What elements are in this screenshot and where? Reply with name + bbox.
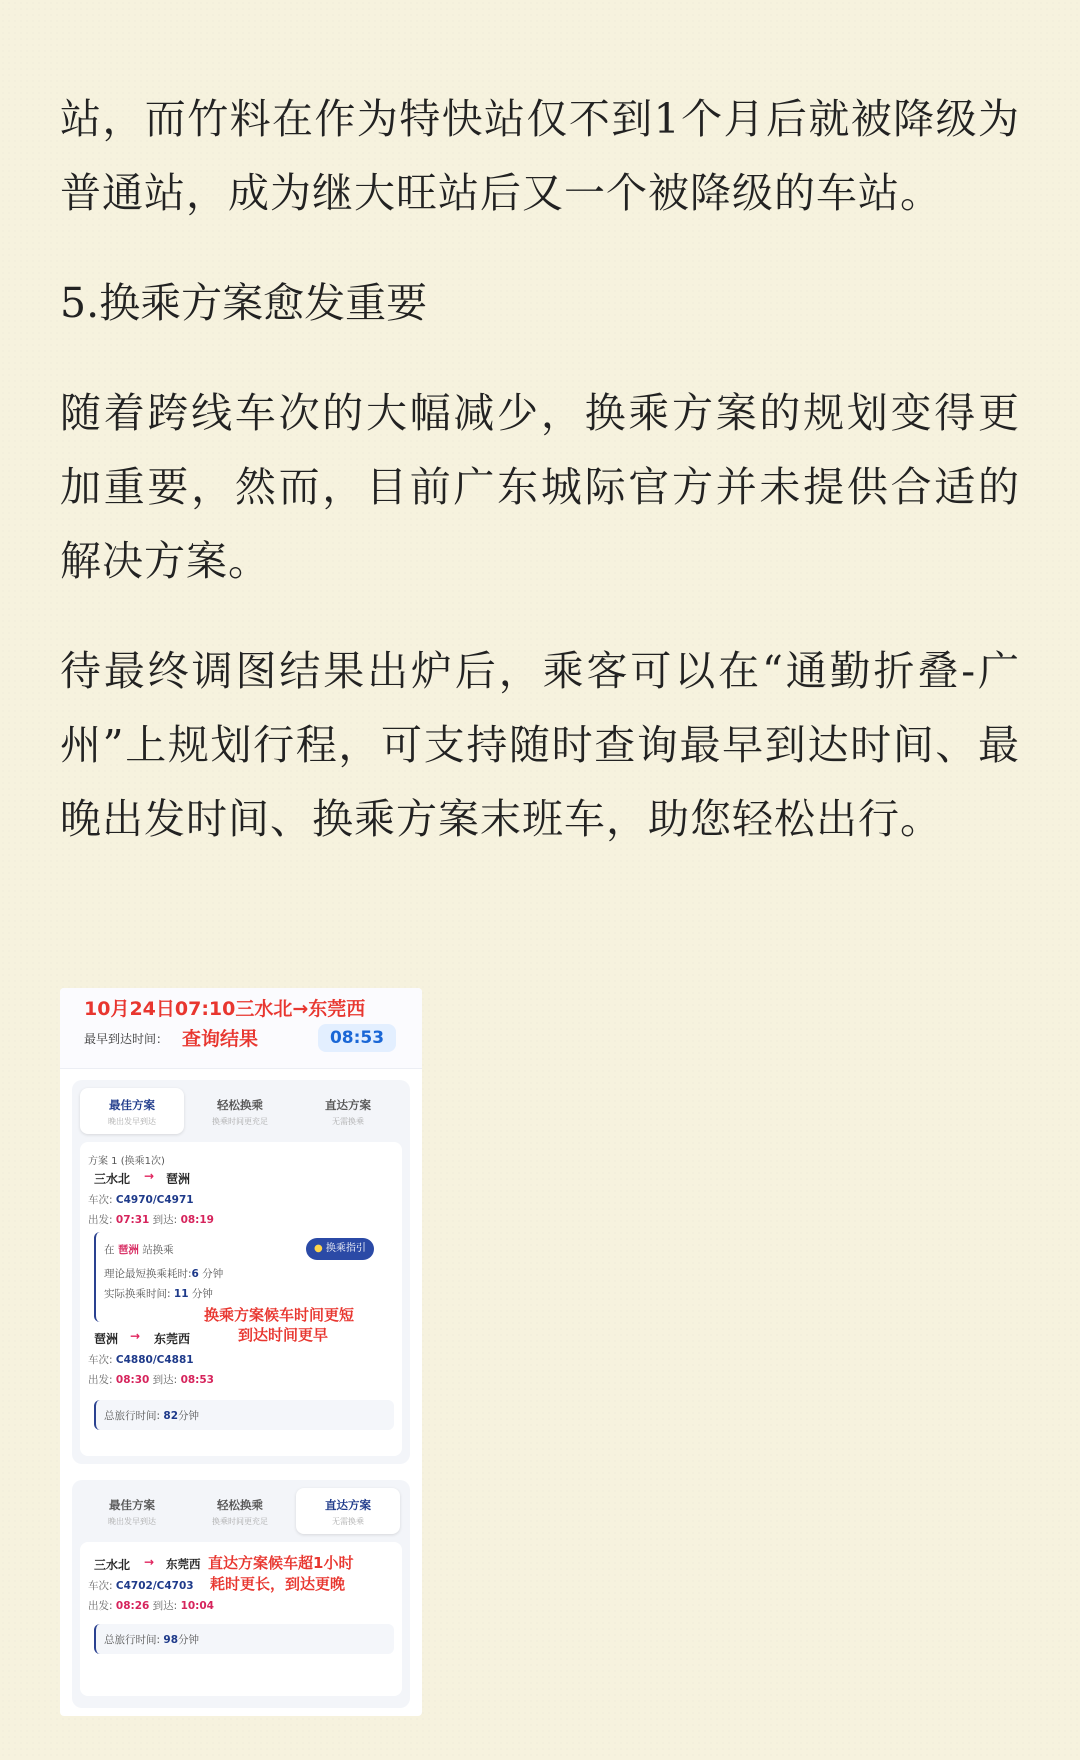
section-heading: 5.换乘方案愈发重要 — [60, 279, 428, 327]
leg2-dep: 08:30 — [115, 1374, 150, 1386]
tab-easy[interactable] — [188, 1088, 292, 1134]
tab-best-2-sub: 晚出发早到达 — [108, 1517, 156, 1526]
direct-time-row — [88, 1598, 214, 1613]
plan-tabs — [80, 1088, 402, 1134]
leg2-arr-label: 到达: — [152, 1374, 178, 1386]
leg1-arr: 08:19 — [180, 1214, 214, 1226]
plan-direct-card[interactable] — [80, 1542, 402, 1696]
tab-best-title: 最佳方案 — [109, 1098, 155, 1112]
leg2-arrow: → — [130, 1329, 141, 1343]
tab-direct-2-title: 直达方案 — [325, 1498, 371, 1512]
direct-from: 三水北 — [94, 1558, 131, 1572]
plan-1-card[interactable] — [80, 1142, 402, 1456]
paragraph-3: 待最终调图结果出炉后，乘客可以在“通勤折叠-广州”上规划行程，可支持随时查询最早到达时间、最晚出发时间、换乘方案末班车，助您轻松出行。 — [60, 647, 1020, 843]
direct-to: 东莞西 — [166, 1557, 201, 1571]
tab-direct[interactable] — [296, 1088, 400, 1134]
earliest-arrival-time: 08:53 — [318, 1024, 396, 1052]
tab-easy-2[interactable] — [188, 1488, 292, 1534]
annotation-query-result: 查询结果 — [182, 1028, 259, 1050]
paragraph-1: 站，而竹料在作为特快站仅不到1个月后就被降级为普通站，成为继大旺站后又一个被降级的车站。 — [60, 95, 1020, 217]
lightbulb-icon: ● — [314, 1243, 323, 1254]
plan-1-total — [94, 1400, 394, 1430]
actual-label: 实际换乘时间: — [104, 1288, 171, 1300]
leg2-time-row — [88, 1372, 214, 1387]
tab-best[interactable] — [80, 1088, 184, 1134]
leg1-arr-label: 到达: — [152, 1214, 178, 1226]
leg1-train-row — [88, 1192, 194, 1207]
leg2-to: 东莞西 — [154, 1332, 191, 1346]
leg1-dep: 07:31 — [115, 1214, 150, 1226]
leg1-to: 琶洲 — [166, 1172, 191, 1186]
plan-direct-total-label: 总旅行时间: — [104, 1634, 161, 1646]
query-header — [60, 988, 422, 1069]
transfer-station-row — [104, 1242, 174, 1257]
annotation-direct-1: 直达方案候车超1小时 — [208, 1554, 354, 1572]
earliest-arrival-label: 最早到达时间： — [84, 1032, 169, 1046]
direct-train-row — [88, 1578, 194, 1593]
theory-transfer-row — [104, 1266, 223, 1281]
leg2-dep-label: 出发: — [88, 1374, 113, 1386]
theory-value: 6 — [191, 1268, 199, 1280]
tab-direct-2[interactable] — [296, 1488, 400, 1534]
tab-easy-2-sub: 换乘时间更充足 — [212, 1517, 268, 1526]
leg2-train-row — [88, 1352, 194, 1367]
direct-arr-label: 到达: — [152, 1600, 178, 1612]
tab-direct-title: 直达方案 — [325, 1098, 371, 1112]
transfer-station: 琶洲 — [117, 1244, 139, 1256]
leg1-dep-label: 出发: — [88, 1214, 113, 1226]
actual-transfer-row — [104, 1286, 213, 1301]
direct-dep: 08:26 — [115, 1600, 150, 1612]
plan-direct-total — [94, 1624, 394, 1654]
transfer-suffix: 站换乘 — [142, 1244, 174, 1256]
direct-dep-label: 出发: — [88, 1600, 113, 1612]
leg1-from: 三水北 — [94, 1172, 131, 1186]
actual-value: 11 — [173, 1288, 189, 1300]
plan-panel-direct — [72, 1480, 410, 1708]
actual-unit: 分钟 — [191, 1288, 213, 1300]
direct-arr: 10:04 — [180, 1600, 214, 1612]
annotation-transfer-1: 换乘方案候车时间更短 — [204, 1306, 355, 1324]
plan-direct-total-value: 98 — [163, 1634, 179, 1646]
tab-best-sub: 晚出发早到达 — [108, 1117, 156, 1126]
direct-train-label: 车次: — [88, 1580, 113, 1592]
leg2-from: 琶洲 — [94, 1332, 119, 1346]
transfer-prefix: 在 — [104, 1244, 115, 1256]
leg1-arrow: → — [144, 1169, 155, 1183]
paragraph-2: 随着跨线车次的大幅减少，换乘方案的规划变得更加重要，然而，目前广东城际官方并未提供合适的解决方案。 — [60, 389, 1020, 585]
tab-easy-title: 轻松换乘 — [217, 1098, 263, 1112]
plan-1-total-value: 82 — [163, 1410, 179, 1422]
plan-1-total-row — [104, 1408, 199, 1423]
annotation-direct-2: 耗时更长，到达更晚 — [210, 1575, 346, 1593]
direct-arrow: → — [144, 1555, 155, 1569]
plan-panel-best — [72, 1080, 410, 1464]
transfer-guide-button[interactable] — [306, 1238, 374, 1260]
tab-direct-sub: 无需换乘 — [332, 1117, 364, 1126]
plan-1-total-label: 总旅行时间: — [104, 1410, 161, 1422]
plan-direct-total-row — [104, 1632, 199, 1647]
tab-direct-2-sub: 无需换乘 — [332, 1517, 364, 1526]
plan-1-header: 方案 1 (换乘1次) — [88, 1156, 165, 1167]
leg2-arr: 08:53 — [180, 1374, 214, 1386]
annotation-route: 10月24日07:10三水北→东莞西 — [84, 998, 366, 1020]
tab-best-2[interactable] — [80, 1488, 184, 1534]
tab-easy-sub: 换乘时间更充足 — [212, 1117, 268, 1126]
leg1-train: C4970/C4971 — [115, 1194, 194, 1206]
theory-label: 理论最短换乘耗时: — [104, 1268, 192, 1280]
theory-unit: 分钟 — [202, 1268, 224, 1280]
leg2-train: C4880/C4881 — [115, 1354, 194, 1366]
article-body — [60, 82, 1020, 892]
plan-tabs-2 — [80, 1488, 402, 1534]
plan-1-total-unit: 分钟 — [178, 1410, 200, 1422]
leg1-time-row — [88, 1212, 214, 1227]
embedded-app-screenshot — [60, 988, 422, 1716]
plan-direct-total-unit: 分钟 — [178, 1634, 200, 1646]
leg2-train-label: 车次: — [88, 1354, 113, 1366]
direct-train: C4702/C4703 — [115, 1580, 194, 1592]
tab-best-2-title: 最佳方案 — [109, 1498, 155, 1512]
tab-easy-2-title: 轻松换乘 — [217, 1498, 263, 1512]
transfer-guide-label: 换乘指引 — [325, 1243, 366, 1254]
leg1-train-label: 车次: — [88, 1194, 113, 1206]
annotation-transfer-2: 到达时间更早 — [238, 1326, 329, 1344]
